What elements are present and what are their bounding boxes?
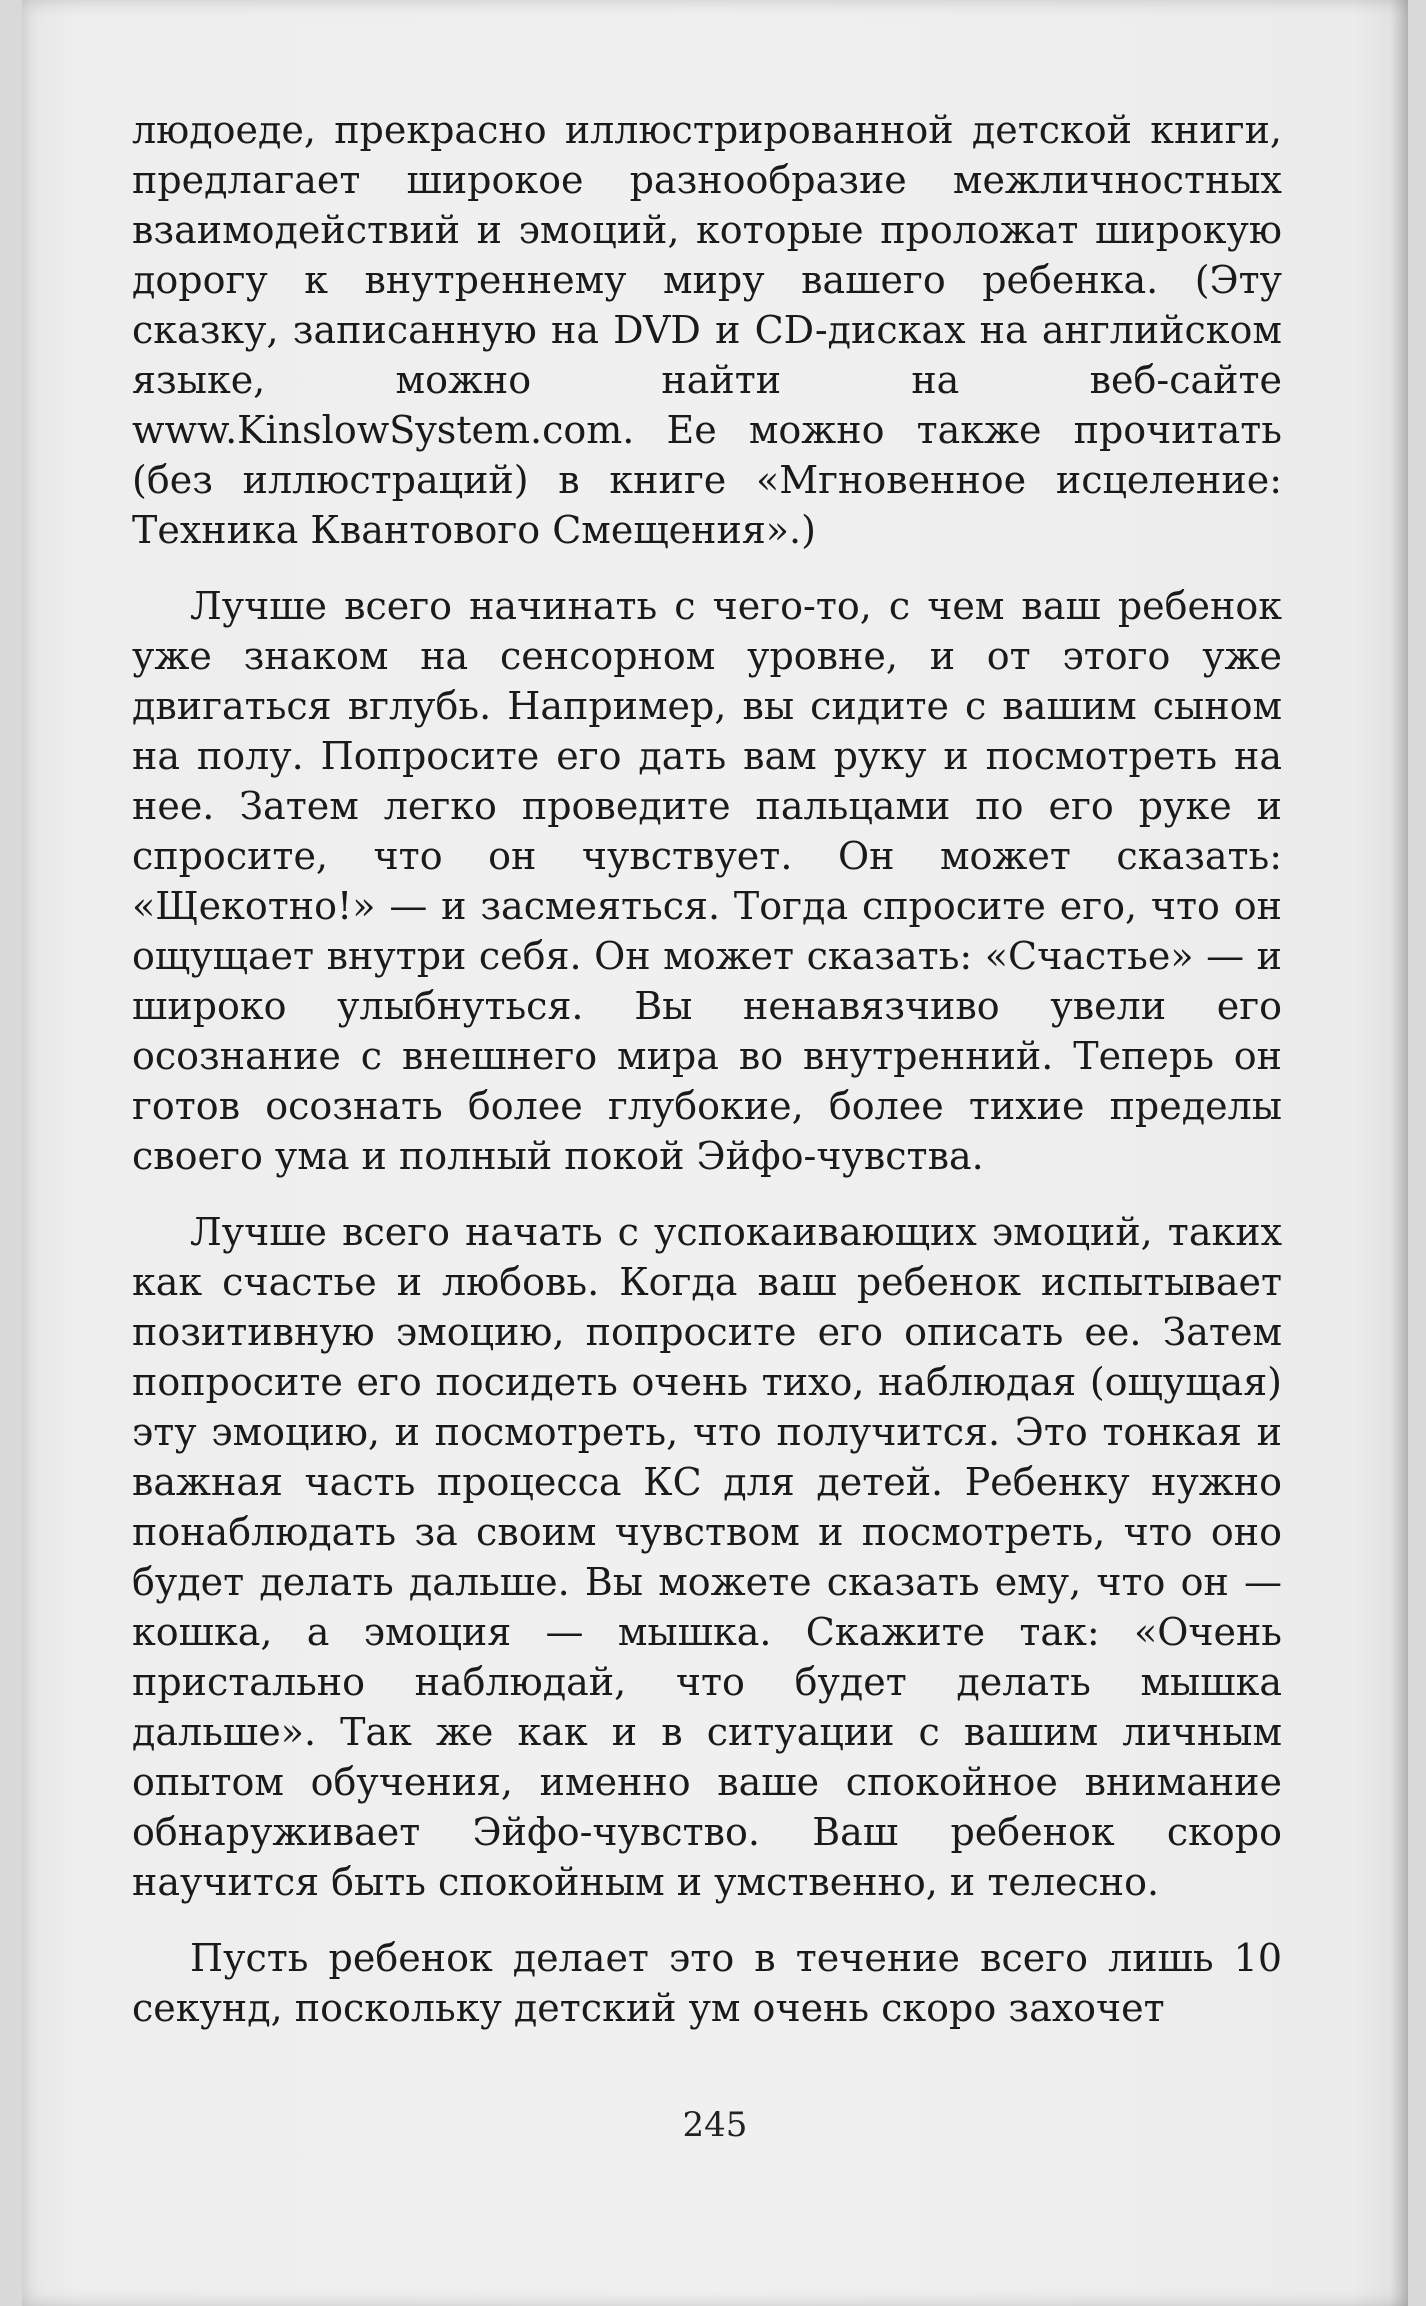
page-number: 245	[682, 2105, 748, 2145]
paragraph-4: Пусть ребенок делает это в течение всего лишь 10 секунд, поскольку детский ум очень скоро захочет	[132, 1936, 1282, 2030]
paragraph-3: Лучше всего начать с успокаивающих эмоций, таких как счастье и любовь. Когда ваш ребенок испытывает позитивную эмоцию, попросите его описать ее. Затем попросите его посидеть очень тихо, наблюдая (ощущая) эту эмоцию, и посмотреть, что получится. Это тонкая и важная часть процесса КС для детей. Ребенку нужно понаблюдать за своим чувством и посмотреть, что оно будет делать дальше. Вы можете сказать ему, что он — кошка, а эмоция — мышка. Скажите так: «Очень пристально наблюдай, что будет делать мышка дальше». Так же как и в ситуации с вашим личным опытом обучения, именно ваше спокойное внимание обнаруживает Эйфо-чувство. Ваш ребенок скоро научится быть спокойным и умственно, и телесно.	[132, 1210, 1282, 1904]
paragraph-2: Лучше всего начинать с чего-то, с чем ваш ребенок уже знаком на сенсорном уровне, и от этого уже двигаться вглубь. Например, вы сидите с вашим сыном на полу. Попросите его дать вам руку и посмотреть на нее. Затем легко проведите пальцами по его руке и спросите, что он чувствует. Он может сказать: «Щекотно!» — и засмеяться. Тогда спросите его, что он ощущает внутри себя. Он может сказать: «Счастье» — и широко улыбнуться. Вы ненавязчиво увели его осознание с внешнего мира во внутренний. Теперь он готов осознать более глубокие, более тихие пределы своего ума и полный покой Эйфо-чувства.	[132, 584, 1282, 1178]
body-text	[132, 105, 1282, 2059]
book-page	[22, 0, 1408, 2306]
page-edge-shadow	[1390, 0, 1408, 2306]
paragraph-1: людоеде, прекрасно иллюстрированной детской книги, предлагает широкое разнообразие межличностных взаимодействий и эмоций, которые проложат широкую дорогу к внутреннему миру вашего ребенка. (Эту сказку, записанную на DVD и CD-дисках на английском языке, можно найти на веб-сайте www.KinslowSystem.com. Ее можно также прочитать (без иллюстраций) в книге «Мгновенное исцеление: Техника Квантового Смещения».)	[132, 108, 1282, 552]
